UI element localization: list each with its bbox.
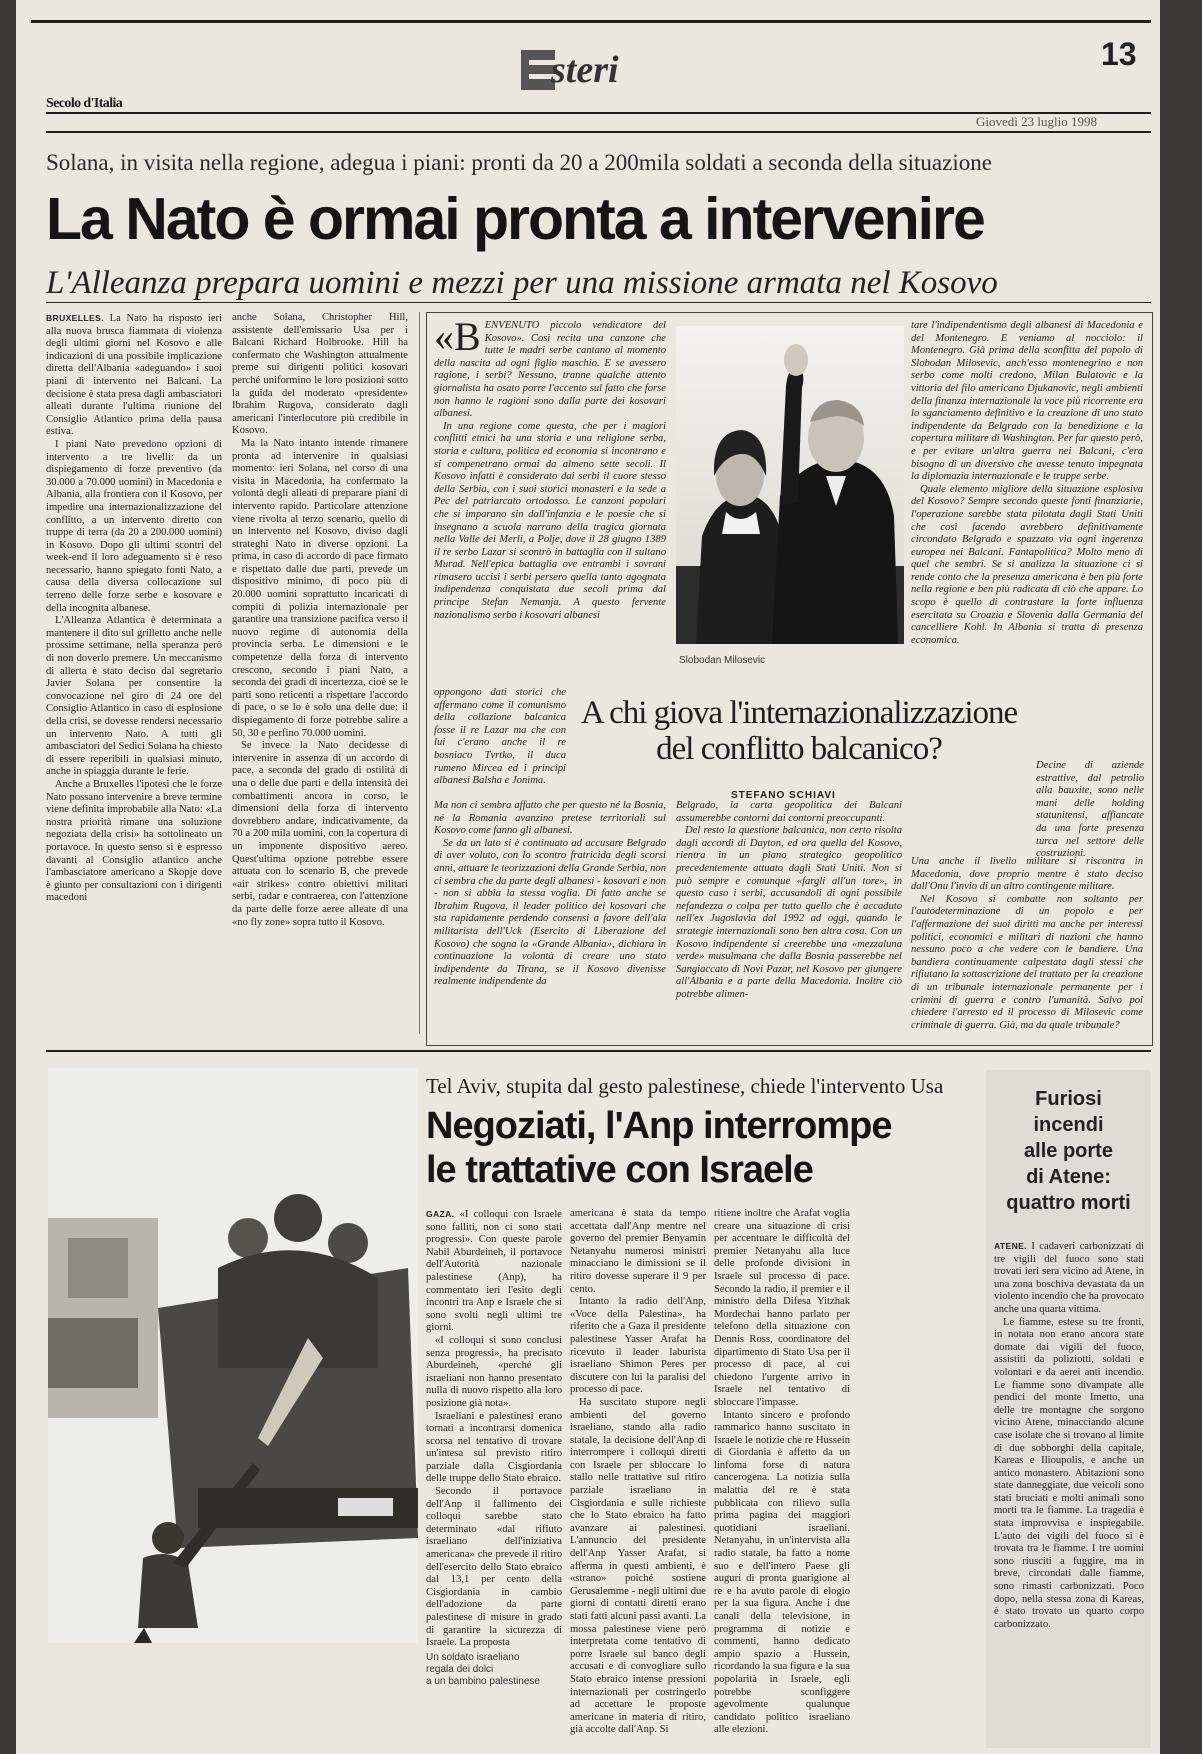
lead-paragraph: anche Solana, Christopher Hill, assistente dell'emissario Usa per i Balcani Richard Holbrooke. Hill ha confermato che Washington attualmente preme sui dirigenti politici kosovari perché uniformino le loro posizioni sotto la guida del moderato «presidente» Ibrahim Rugova, considerato dagli americani l'interlocutore più credibile in Kosovo. <box>232 312 408 437</box>
second-paragraph: ritiene inoltre che Arafat voglia creare una situazione di crisi per accentuare le difficoltà del premier Netanyahu alla luce delle profonde divisioni in Israele sul processo di pace. Secondo la radio, il premier e il ministro della Difesa Yitzhak Mordechai hanno parlato per telefono della situazione con Dennis Ross, coordinatore del dipartimento di Stato Usa per il processo di pace, al cui chiedono l'urgente arrivo in Israele nel tentativo di sbloccare l'impasse. <box>714 1208 850 1408</box>
sidebar-headline <box>991 1086 1146 1216</box>
photo-caption: Slobodan Milosevic <box>679 655 766 666</box>
sidebar-headline-line: di Atene: <box>1026 1166 1111 1188</box>
soldier-photo-image <box>48 1068 418 1643</box>
second-paragraph: Ha suscitato stupore negli ambienti del governo israeliano, stando alla radio statale, la decisione dell'Anp di interrompere i colloqui diretti con Israele per sbloccare lo stallo nelle trattative sul ritiro parziale israeliano in Cisgiordania e sulle richieste che lo Stato ebraico ha fatto avanzare ai palestinesi. L'annuncio del presidente dell'Anp Yasser Arafat, si afferma in questi ambienti, è «strano» poiché sostiene Gerusalemme - negli ultimi due giorni di contatti diretti erano stati fatti alcuni passi avanti. La mossa palestinese viene però interpretata come tentativo di porre Israele sul banco degli accusati e di convogliare sullo Stato ebraico intense pressioni internazionali per costringerlo ad accettare le proposte americane in materia di ritiro, già accolte dall'Anp. Si <box>570 1396 706 1736</box>
milosevic-photo-image <box>676 326 904 644</box>
analysis-paragraph: Nel Kosovo si combatte non soltanto per l'autodeterminazione di un popolo e per l'affermazione dei suoi diritti ma anche per interessi politici, economici e militari di nazioni che hanno nessuno poco a che vedere con le bandiere. Una bandiera continuamente calpestata dagli stessi che rifiutano la sottoscrizione del trattato per la creazione di un tribunale internazionale permanente per i crimini di guerra e contro l'umanità. Salvo poi chiedere l'arresto ed il processo di Milosevic come criminale di guerra. Già, ma da quale tribunale? <box>911 893 1143 1031</box>
second-paragraph: americana è stata da tempo accettata dall'Anp mentre nel governo del premier Benyamin Netanyahu numerosi ministri minacciano le dimissioni se il ritiro dovesse superare il 9 per cento. <box>570 1208 706 1295</box>
lead-column-2 <box>232 312 408 1034</box>
second-paragraph: Intanto sincero e profondo rammarico hanno suscitato in Israele le notizie che re Hussein di Giordania è affetto da un linfoma forse di natura cancerogena. La notizia sulla malattia del re è stata pubblicata con rilievo sulla prima pagina dei maggiori quotidiani israeliani. Netanyahu, in un'intervista alla radio statale, ha fatto a nome suo e dell'intero Paese gli auguri di pronta guarigione al re e ha avuto parole di elogio per la sua figura. Anche i due canali della televisione, in programma di notizie e commenti, hanno dedicato ampio spazio a Hussein, ricordando la sua figura e la sua popolarità in Israele, egli potrebbe sconfiggere agevolmente qualunque candidato politico israeliano alle elezioni. <box>714 1409 850 1736</box>
analysis-title-line-2: del conflitto balcanico? <box>656 731 942 767</box>
soldier-photo <box>48 1068 418 1643</box>
second-kicker: Tel Aviv, stupita dal gesto palestinese, chiede l'intervento Usa <box>426 1074 944 1098</box>
lead-subheadline: L'Alleanza prepara uomini e mezzi per una missione armata nel Kosovo <box>46 265 998 301</box>
second-column-1 <box>426 1208 562 1649</box>
second-paragraph: «I colloqui si sono conclusi senza progressi», ha precisato Aburdeineh, «perché gli israeliani non hanno presentato nulla di nuovo rispetto alla loro posizione già nota». <box>426 1334 562 1409</box>
column-divider <box>419 312 420 1034</box>
second-column-2 <box>570 1208 706 1748</box>
sidebar-headline-line: alle porte <box>1024 1140 1113 1162</box>
analysis-title <box>564 695 1034 795</box>
analysis-paragraph: Del resto la questione balcanica, non certo risolta dagli accordi di Dayton, ed ora quella del Kosovo, rientra in un piano strategico geopolitico precedentemente attuato dagli Stati Uniti. Non si può sempre e comunque «fargli all'un tore», in questo caso i serbi, accusandoli di ogni possibile nefandezza o colpa per tutto quello che è accaduto nell'ex Jugoslavia dal 1992 ad oggi, quando le strategie internazionali sono ben altra cosa. Con un Kosovo indipendente si creerebbe una «mezzaluna verde» musulmana che dalla Bosnia passerebbe nel Sangiaccato di Novi Pazar, nel Kosovo per giungere all'Albania e a parte della Macedonia. Inoltre ciò potrebbe alimen- <box>676 825 902 1000</box>
sidebar-paragraph: Le fiamme, estese su tre fronti, in notata non erano ancora state domate dai vigili del fuoco, assistiti da poliziotti, soldati e volontari e da aerei anti incendio. Le fiamme sono divampate alle pendici del monte Imetto, una delle tre montagne che sorgono vicino Atene, minacciando alcune case isolate che si trovano al limite di due sobborghi della capitale, Kareas e Ilioupolis, e anche un antico monastero. Abitazioni sono state danneggiate, due veicoli sono stati bruciati e molti animali sono morti tra le fiamme. La tragedia è stata improvvisa e inspiegabile. L'auto dei vigili del fuoco si è trovata tra le fiamme. I tre uomini sono riusciti a fuggire, ma in breve, circondati dalle fiamme, sono rimasti carbonizzati. Poco dopo, nella stessa zona di Kareas, è stato trovato un quarto corpo carbonizzato. <box>994 1316 1144 1630</box>
section-name: steri <box>551 49 619 91</box>
analysis-paragraph: ENVENUTO piccolo vendicatore del Kosovo». Così recita una canzone che tutte le madri serbe cantano al momento della nascita ad ogni figlio maschio. E se avessero ragione, i serbi? Nessuno, tranne qualche attento giornalista ha osato porre l'accento sul fatto che forse non hanno le ragioni sono dalla parte dei kosovari albanesi. <box>434 320 666 420</box>
analysis-bottom-2 <box>676 800 902 1036</box>
lead-paragraph: Anche a Bruxelles l'ipotesi che le forze Nato possano intervenire a breve termine viene definita improbabile alla Nato: «La nostra priorità rimane una soluzione negoziata della crisi» ha sottolineato un portavoce. In questo senso si è espresso davanti al Consiglio atlantico anche l'ambasciatore americano a Skopje dove è giunto per consultazioni con i dirigenti macedoni <box>46 778 222 904</box>
lead-headline: La Nato è ormai pronta a intervenire <box>46 186 984 252</box>
analysis-bottom-3 <box>911 856 1143 1036</box>
lead-dateline: BRUXELLES. <box>46 313 104 323</box>
analysis-bottom-1 <box>434 800 666 1036</box>
second-headline-line-1: Negoziati, l'Anp interrompe <box>426 1105 892 1147</box>
caption-line: Un soldato israeliano <box>426 1652 520 1663</box>
section-logo <box>521 44 661 96</box>
sidebar-headline-line: quattro morti <box>1006 1192 1131 1214</box>
second-headline <box>426 1104 892 1192</box>
sidebar-paragraph: I cadaveri carbonizzati di tre vigili del fuoco sono stati trovati ieri sera vicino ad Atene, in una zona boschiva devastata da un violento incendio che ha provocato anche una quarta vittima. <box>994 1241 1144 1315</box>
analysis-paragraph: tare l'indipendentismo degli albanesi di Macedonia e del Montenegro. E veniamo al nocciolo: il Montenegro. Già prima della sconfitta del popolo di Slobodan Milosevic, anch'esso montenegrino e non serbo come molti credono, Milan Bulatovic e la vittoria del filo americano Djukanovic, negli ambienti della finanza internazionale la voce più ricorrente era lo sganciamento definitivo e la creazione di uno stato indipendente da Belgrado con la benedizione e la copertura militare di Washington. Per far questo però, e per evitare un'altra guerra nei Balcani, c'era bisogno di un diversivo che avesse tenuto impegnata la diplomazia internazionale e le truppe serbe. <box>911 320 1143 483</box>
second-paragraph: Secondo il portavoce dell'Anp il fallimento dei colloqui sarebbe stato determinato «dal rifiuto israeliano dell'iniziativa americana» che prevede il ritiro dell'esercito dello Stato ebraico dal 13,1 per cento della Cisgiordania in cambio dell'adozione da parte palestinese di misure in grado di garantire la sicurezza di Israele. La proposta <box>426 1486 562 1649</box>
section-rule <box>46 1050 1151 1052</box>
analysis-paragraph: Una anche il livello militare si riscontra in Macedonia, dove proprio mentre è stato deciso dall'Onu l'invio di un altro contingente militare. <box>911 856 1143 893</box>
analysis-author: STEFANO SCHIAVI <box>731 790 836 801</box>
sidebar-text <box>994 1240 1144 1740</box>
newspaper-page <box>16 0 1160 1754</box>
second-paragraph: Israeliani e palestinesi erano tornati a incontrarsi domenica scorsa nel tentativo di trovare un'intesa sul previsto ritiro parziale dalla Cisgiordania delle truppe dello Stato ebraico. <box>426 1410 562 1485</box>
caption-line: a un bambino palestinese <box>426 1676 540 1687</box>
lead-paragraph: I piani Nato prevedono opzioni di intervento a tre livelli: da un dispiegamento di forze preventivo (da 30.000 a 70.000 uomini) in Macedonia e Albania, alla frontiera con il Kosovo, per impedire una internazionalizzazione del conflitto, a un intervento diretto con truppe di terra (da 20 a 200.000 uomini) in Kosovo. Dopo gli ultimi scontri del week-end il loro adeguamento si è reso necessario, hanno spiegato fonti Nato, a causa della diversa collocazione sul terreno delle forze serbe e kosovare e della incognita albanese. <box>46 438 222 614</box>
page-number: 13 <box>1101 36 1137 72</box>
second-dateline: GAZA. <box>426 1209 455 1219</box>
sidebar-headline-line: incendi <box>1033 1114 1104 1136</box>
masthead-rule-lower <box>46 131 1151 133</box>
lead-kicker: Solana, in visita nella regione, adegua i piani: pronti da 20 a 200mila soldati a seconda della situazione <box>46 150 992 175</box>
lead-paragraph: La Nato ha risposto ieri alla nuova brusca fiammata di violenza degli ultimi giorni nel Kosovo e alle indicazioni di una possibile implicazione diretta dell'Albania «adeguando» i suoi piani di intervento nei Balcani. La decisione è stata presa dagli ambasciatori alleati durante l'ultima riunione del Consiglio Atlantico prima della pausa estiva. <box>46 313 222 438</box>
analysis-column-4 <box>1036 760 1144 860</box>
analysis-paragraph: Belgrado, la carta geopolitica dei Balcani assumerebbe contorni dai contorni preoccupanti. <box>676 800 902 824</box>
issue-date: Giovedì 23 luglio 1998 <box>976 114 1097 129</box>
analysis-column-1 <box>434 314 666 687</box>
lead-paragraph: Se invece la Nato decidesse di intervenire in assenza di un accordo di pace, a seconda del grado di ostilità di una o delle due parti e della intensità dei combattimenti ancora in corso, le dimensioni della forza di intervento dovrebbero andare, indicativamente, da 70 a 200 mila uomini, con la copertura di un imponente dispositivo aereo. Quest'ultima opzione potrebbe essere attuata con lo scenario B, che prevede «air strikes» contro obiettivi militari serbi, radar e contraerea, con l'attenzione da parte delle forze aeree alleate di una «no fly zone» sopra tutto il Kosovo. <box>232 740 408 928</box>
second-paragraph: «I colloqui con Israele sono falliti, non ci sono stati progressi». Con queste parole Nabil Aburdeineh, il portavoce dell'Autorità nazionale palestinese (Anp), ha commentato ieri l'esito degli incontri tra Anp e Israele che si sono svolti negli ultimi tre giorni. <box>426 1209 562 1334</box>
drop-quote: «B <box>434 314 481 359</box>
newspaper-name: Secolo d'Italia <box>46 96 123 111</box>
analysis-paragraph: In una regione come questa, che per i magiori conflitti etnici ha una storia e una religione serba, storia e cultura, politica ed economia si incontrano e si compenetrano ormai da almeno sette secoli. Il Kosovo infatti è considerato dai serbi il cuore stesso della Serbia, con i suoi storici monasteri e la sede a Pec del patriarcato ortodosso. Le canzoni popolari che si imparano sin dall'infanzia e le poesie che si insegnano a scuola narrano della tragica giornata nella Valle dei Merli, a Polje, dove il 28 giugno 1389 il re serbo Lazar si scontrò in battaglia con il sultano Murad. Nell'epica battaglia ove entrambi i sovrani rimasero uccisi i serbi persero quella tanto agognata indipendenza conquistata due secoli prima dal principe Stefan Nemanja. A questo fervente nazionalismo serbo i kosovari albanesi <box>434 420 666 621</box>
milosevic-photo <box>676 326 904 644</box>
analysis-paragraph: Decine di aziende estrattive, dal petrolio alla bauxite, sono nelle mani delle holding statunitensi, affiancate da una forte presenza turca nel settore delle costruzioni. <box>1036 760 1144 860</box>
top-rule <box>31 20 1151 23</box>
headline-rule <box>46 302 1151 303</box>
lead-column-1 <box>46 312 222 1034</box>
second-headline-line-2: le trattative con Israele <box>426 1149 813 1191</box>
analysis-paragraph: Quale elemento migliore della situazione esplosiva del Kosovo? Sempre secondo queste fonti finanziarie, l'operazione sarebbe stata pilotata dagli Stati Uniti che così facendo avrebbero definitivamente circondato Belgrado e spazzato via ogni ingerenza europea nei Balcani. Fantapolitica? Molto meno di quel che sembri. Se si analizza la situazione ci si rende conto che la presenza americana è ben più forte nella regione e ben più radicata di ciò che appare. Lo scopo è quello di contrastare la forte influenza esercitata su Croazia e Slovenia dalla Germania del cancelliere Kohl. In Albania si tratta di presenza economica. <box>911 483 1143 646</box>
lead-paragraph: L'Alleanza Atlantica è determinata a mantenere il dito sul grilletto anche nelle prossime settimane, nella speranza però di non doverlo premere. Un meccanismo di allerta è stato deciso dal segretario Javier Solana per consentire la convocazione nel giro di 24 ore del Consiglio Atlantico in caso di esplosione della crisi, se dovesse rendersi necessario un intervento Nato. A tutti gli ambasciatori del Sedici Solana ha chiesto di essere reperibili in qualsiasi minuto, anche in spiaggia durante le ferie. <box>46 615 222 778</box>
soldier-caption <box>426 1652 540 1688</box>
analysis-paragraph: Se da un lato si è continuato ad accusare Belgrado di aver voluto, con lo scontro fratricida degli scorsi anni, attuare le teorizzazioni della Grande Serbia, non ci sembra che da parte degli albanesi - kosovari e non - non si abbia la stessa voglia. Di fatto anche se Ibrahim Rugova, il leader politico dei kosovari che sta rapidamente perdendo consensi a favore dell'ala militarista dell'Uck (Esercito di Liberazione del Kosovo) che sogna la «Grande Albania», dichiara in continuazione la volontà di creare uno stato indipendente da Tirana, se il Kosovo divenisse realmente indipendente da <box>434 837 666 988</box>
sidebar-dateline: ATENE. <box>994 1241 1027 1251</box>
analysis-column-1-continued <box>434 687 566 787</box>
analysis-column-3 <box>911 320 1143 760</box>
analysis-title-line-1: A chi giova l'internazionalizzazione <box>580 695 1018 731</box>
sidebar-headline-line: Furiosi <box>1035 1088 1102 1110</box>
lead-paragraph: Ma la Nato intanto intende rimanere pronta ad intervenire in qualsiasi momento: ieri Solana, nel corso di una visita in Macedonia, ha confermato la volontà degli alleati di preparare piani di intervento rapido. Particolare attenzione viene rivolta al terzo scenario, quello di un intervento nel Kosovo, diviso dagli strateghi Nato in diverse opzioni. La prima, in caso di accordo di pace firmato e rispettato dalle due parti, prevede un dispositivo minimo, di poco più di 20.000 uomini soprattutto incaricati di compiti di polizia internazionale per garantire una transizione pacifica verso il nuovo regime di autonomia della provincia serba. Le dimensioni e le competenze della forza di intervento crescono, secondo i piani Nato, a seconda dei gradi di incertezza, cioè se le parti sono reticenti a rispettare l'accordo di pace, o se lo è solo una delle due: il dispiegamento di forze potrebbe salire a 50, 30 e perfino 70.000 uomini. <box>232 437 408 739</box>
caption-line: regala dei dolci <box>426 1664 494 1675</box>
analysis-paragraph: oppongono dati storici che affermano come il comunismo della collazione balcanica fosse il re Lazar ma che con lui c'erano anche il re bosniaco Tvrtko, il duca rumeno Mircea ed i principi albanesi Balsha e Jonima. <box>434 687 566 787</box>
section-logo-block <box>521 50 555 90</box>
second-paragraph: Intanto la radio dell'Anp, «Voce della Palestina», ha riferito che a Gaza il presidente palestinese Yasser Arafat ha ricevuto il leader laburista israeliano Shimon Peres per discutere con lui la paralisi del processo di pace. <box>570 1296 706 1396</box>
second-column-3 <box>714 1208 850 1748</box>
analysis-paragraph: Ma non ci sembra affatto che per questo né la Bosnia, né la Romania avanzino pretese territoriali sul Kosovo come fanno gli albanesi. <box>434 800 666 837</box>
